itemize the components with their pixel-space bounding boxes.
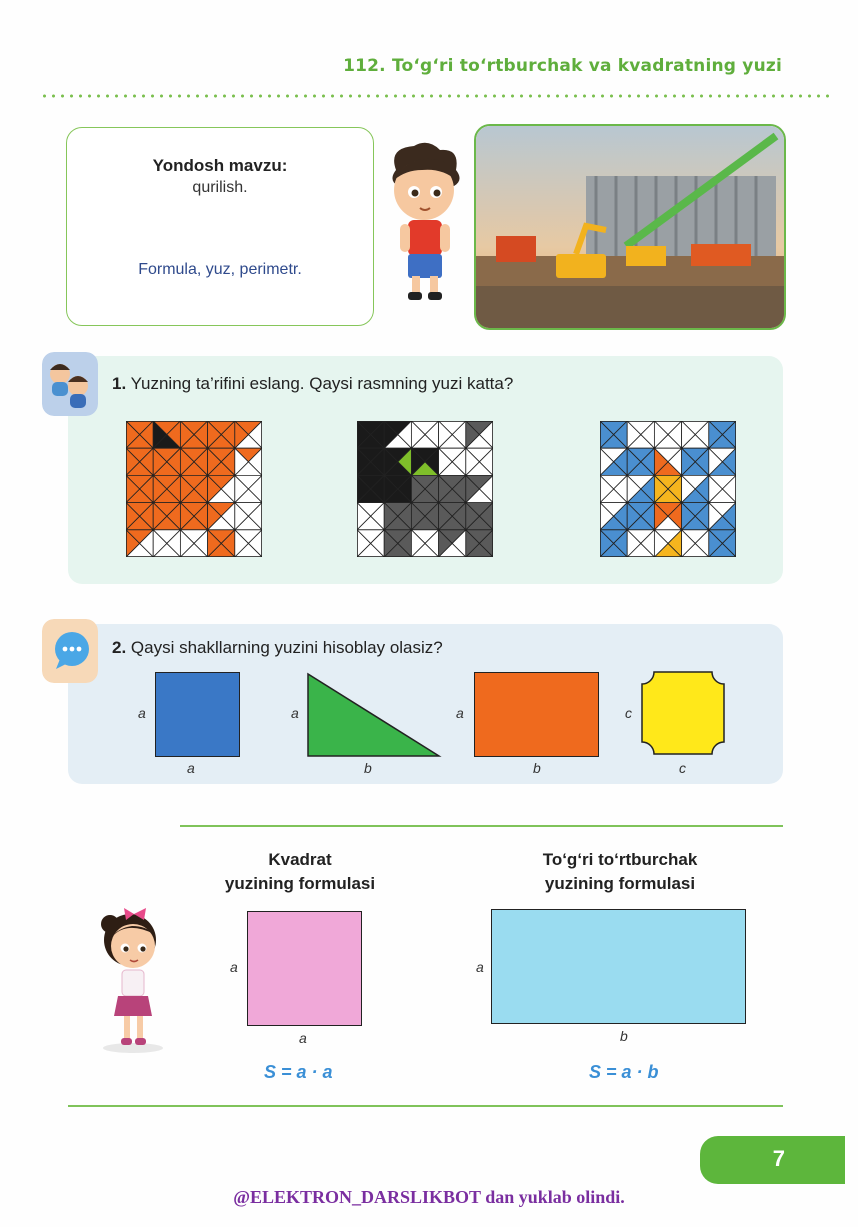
rectangle-bottom-label: b bbox=[620, 1028, 628, 1044]
boy-illustration bbox=[378, 140, 470, 308]
shape-yellow-notched-square bbox=[640, 670, 726, 756]
page-number-tab bbox=[700, 1136, 845, 1184]
topic-box bbox=[66, 127, 374, 326]
speech-bubble-icon bbox=[42, 619, 98, 683]
shape4-side-label: c bbox=[625, 705, 632, 721]
kids-discussion-icon bbox=[42, 352, 98, 416]
shape3-side-label: a bbox=[456, 705, 464, 721]
section-divider-top bbox=[180, 825, 783, 827]
shape2-side-label: a bbox=[291, 705, 299, 721]
square-bottom-label: a bbox=[299, 1030, 307, 1046]
dotted-divider bbox=[40, 94, 834, 98]
shape-green-triangle bbox=[306, 672, 442, 758]
shape1-side-label: a bbox=[138, 705, 146, 721]
shape2-bottom-label: b bbox=[364, 760, 372, 776]
shape4-bottom-label: c bbox=[679, 760, 686, 776]
shape-blue-square bbox=[155, 672, 240, 757]
rectangle-diagram bbox=[491, 909, 746, 1024]
task1-question: 1. Yuzning ta’rifini eslang. Qaysi rasmning yuzi katta? bbox=[112, 374, 514, 393]
rectangle-side-label: a bbox=[476, 959, 484, 975]
page-number: 7 bbox=[772, 1146, 785, 1171]
section-divider-bottom bbox=[68, 1105, 783, 1107]
square-formula-title: Kvadrat yuzining formulasi bbox=[224, 850, 376, 893]
topic-subject: qurilish. bbox=[192, 179, 248, 196]
grid-picture-cat-orange bbox=[126, 421, 262, 557]
download-watermark: @ELEKTRON_DARSLIKBOT dan yuklab olindi. bbox=[233, 1187, 625, 1207]
task2-question: 2. Qaysi shakllarning yuzini hisoblay olasiz? bbox=[112, 638, 443, 657]
girl-illustration bbox=[96, 906, 170, 1056]
page-title: 112. To‘g‘ri to‘rtburchak va kvadratning yuzi bbox=[343, 56, 782, 76]
square-formula: S = a · a bbox=[264, 1062, 333, 1082]
square-diagram bbox=[247, 911, 362, 1026]
construction-photo bbox=[474, 124, 786, 330]
grid-picture-cat-gray bbox=[357, 421, 493, 557]
rectangle-formula-title: To‘g‘ri to‘rtburchak yuzining formulasi bbox=[542, 850, 698, 893]
topic-heading: Yondosh mavzu: bbox=[152, 156, 288, 175]
topic-keywords: Formula, yuz, perimetr. bbox=[138, 261, 302, 278]
shape3-bottom-label: b bbox=[533, 760, 541, 776]
grid-picture-butterfly-blue bbox=[600, 421, 736, 557]
shape-orange-rectangle bbox=[474, 672, 599, 757]
shape1-bottom-label: a bbox=[187, 760, 195, 776]
rectangle-formula: S = a · b bbox=[589, 1062, 659, 1082]
square-side-label: a bbox=[230, 959, 238, 975]
